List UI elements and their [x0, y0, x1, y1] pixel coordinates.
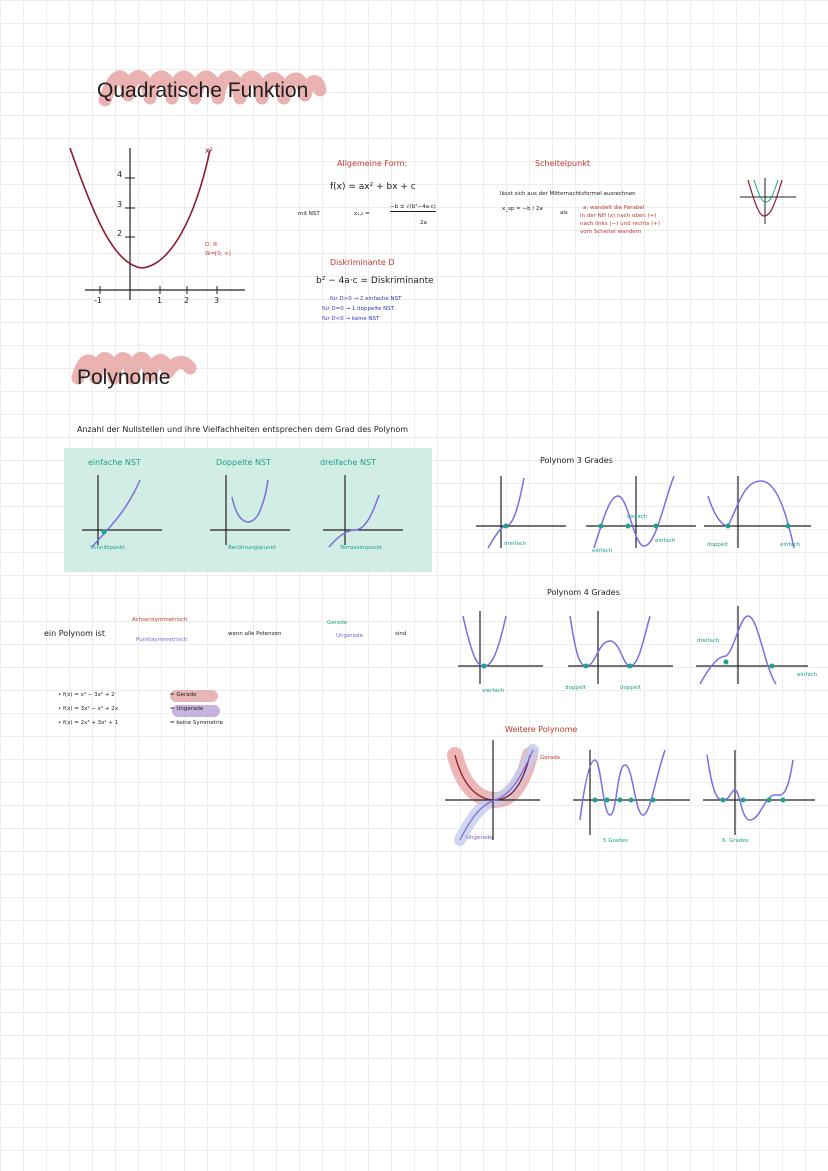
parabola-curve — [70, 148, 210, 268]
nst-label: mit NST — [298, 211, 320, 217]
vertex-note-2: in der NH (x) nach oben (+) — [580, 213, 657, 219]
vertex-note-4: vom Scheitel wandern — [580, 229, 642, 235]
deg3-label-1: dreifach — [504, 541, 527, 547]
vertex-als: als — [560, 210, 568, 216]
example-2: • f(x) = 3x⁵ − x³ + 2x — [58, 706, 118, 712]
curve-label: x² — [205, 146, 213, 155]
y-tick-3: 3 — [117, 200, 123, 209]
discriminant-case-3: für D<0 → keine NST — [322, 316, 380, 322]
triple-root-caption: Terrassenpunkt — [340, 545, 383, 551]
vertex-note-3: nach links (−) und rechts (+) — [580, 221, 661, 227]
deg4-label-1: vierfach — [482, 688, 505, 694]
x12-label: x₁,₂ = — [354, 211, 370, 217]
x-tick-1: 1 — [157, 296, 163, 305]
further-heading: Weitere Polynome — [505, 725, 578, 734]
general-form-formula: f(x) = ax² + bx + c — [330, 182, 416, 192]
parabola-graph — [70, 140, 270, 310]
domain-label: D: ℝ — [205, 242, 218, 248]
polynome-intro: Anzahl der Nullstellen und ihre Vielfachheiten entsprechen dem Grad des Polynom — [77, 425, 409, 434]
symmetry-suffix: sind — [395, 631, 407, 637]
example-3-result: = keine Symmetrie — [170, 720, 224, 726]
formula-numerator: −b ± √(b²−4a·c) — [390, 204, 436, 210]
single-root-heading: einfache NST — [88, 458, 141, 467]
y-tick-4: 4 — [117, 170, 123, 179]
deg3-label-2: einfach — [592, 548, 613, 554]
deg4-label-4: dreifach — [697, 638, 720, 644]
symmetry-even: Gerade — [327, 620, 348, 626]
discriminant-formula: b² − 4a·c = Diskriminante — [316, 276, 434, 286]
double-root-graph — [210, 475, 290, 555]
x-tick-2: 2 — [184, 296, 190, 305]
deg4-label-5: einfach — [797, 672, 818, 678]
example-2-result: = Ungerade — [170, 706, 204, 712]
x-tick-3: 3 — [214, 296, 220, 305]
discriminant-case-2: für D=0 → 1 doppelte NST — [322, 306, 395, 312]
symmetry-middle: wenn alle Potenzen — [228, 631, 282, 637]
triple-root-graph — [323, 475, 403, 555]
symmetry-point: Punktsymmetrisch — [136, 637, 188, 643]
vertex-heading: Scheitelpunkt — [535, 159, 590, 168]
further-graphs — [445, 740, 825, 850]
symmetry-prefix: ein Polynom ist — [44, 629, 105, 638]
vertex-line1: lässt sich aus der Mitternachtsformel ausrechnen — [500, 191, 636, 197]
general-form-heading: Allgemeine Form: — [337, 159, 408, 168]
deg3-heading: Polynom 3 Grades — [540, 456, 613, 465]
vertex-note-1: a: wandelt die Parabel — [583, 205, 645, 211]
triple-root-heading: dreifache NST — [320, 458, 376, 467]
discriminant-case-1: für D>0 → 2 einfache NST — [330, 296, 402, 302]
example-1-result: = Gerade — [170, 692, 197, 698]
range-label: W=[0, ∞) — [205, 251, 231, 257]
symmetry-odd: Ungerade — [336, 633, 363, 639]
further-even-label: Gerade — [540, 755, 561, 761]
deg3-label-6: einfach — [780, 542, 801, 548]
deg3-label-5: doppelt — [707, 542, 728, 548]
symmetry-axis: Achsensymmetrisch — [132, 617, 188, 623]
y-tick-2: 2 — [117, 229, 123, 238]
deg4-heading: Polynom 4 Grades — [547, 588, 620, 597]
further-odd-label: Ungerade — [466, 835, 493, 841]
deg4-graphs — [458, 606, 818, 686]
quadratic-title: Quadratische Funktion — [97, 79, 309, 102]
vertex-mini-graph — [738, 178, 798, 228]
polynome-title: Polynome — [77, 366, 171, 389]
deg4-label-3: doppelt — [620, 685, 641, 691]
x-tick-neg1: -1 — [94, 296, 102, 305]
double-root-heading: Doppelte NST — [216, 458, 271, 467]
deg3-label-4: einfach — [655, 538, 676, 544]
single-root-graph — [82, 475, 162, 555]
deg4-label-2: doppelt — [565, 685, 586, 691]
example-3: • f(x) = 2x³ + 3x² + 1 — [58, 720, 119, 726]
discriminant-heading: Diskriminante D — [330, 258, 395, 267]
further-deg6-label: 6. Grades — [722, 838, 749, 844]
further-deg5-label: 5 Grades — [603, 838, 628, 844]
deg3-label-3: einfach — [627, 514, 648, 520]
example-1: • f(x) = x⁴ − 3x² + 2 — [58, 692, 115, 698]
single-root-caption: Schnittpunkt — [90, 545, 126, 551]
vertex-xsp: x_sp = −b / 2a — [502, 206, 543, 212]
double-root-caption: Berührungspunkt — [228, 545, 276, 551]
formula-denominator: 2a — [420, 220, 427, 226]
